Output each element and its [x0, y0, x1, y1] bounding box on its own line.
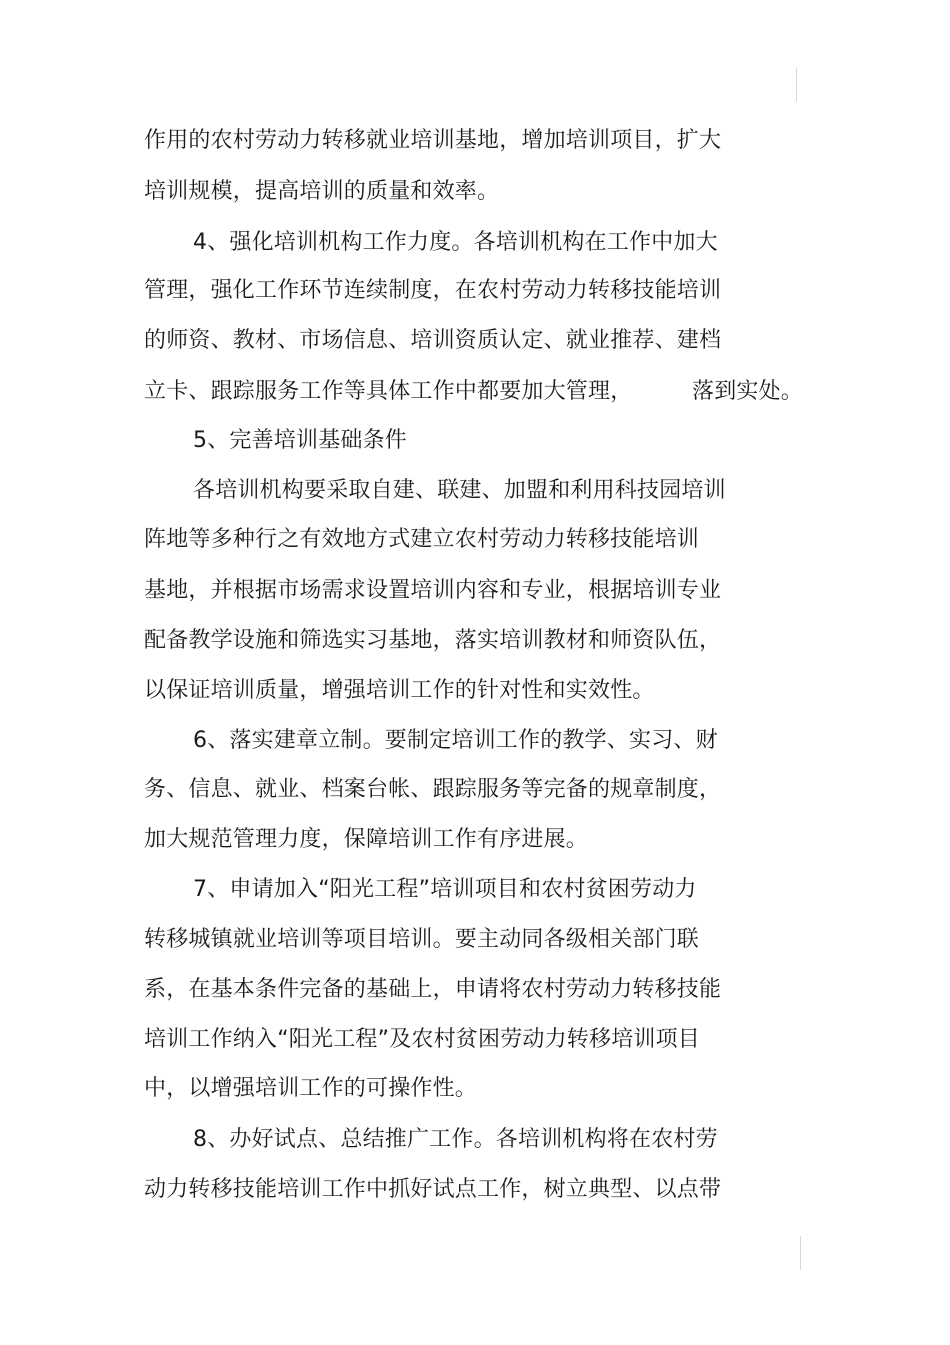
text-line: 作用的农村劳动力转移就业培训基地，增加培训项目，扩大 — [144, 128, 722, 153]
text-line: 阵地等多种行之有效地方式建立农村劳动力转移技能培训 — [144, 527, 700, 552]
page-edge-mark-top — [796, 68, 797, 102]
text-line: 管理，强化工作环节连续制度，在农村劳动力转移技能培训 — [144, 278, 722, 303]
text-line: 落到实处。 — [692, 379, 804, 404]
text-line: 动力转移技能培训工作中抓好试点工作，树立典型、以点带 — [144, 1177, 722, 1202]
text-line: 的师资、教材、市场信息、培训资质认定、就业推荐、建档 — [144, 328, 722, 353]
text-line: 中，以增强培训工作的可操作性。 — [144, 1076, 478, 1101]
text-line: 培训规模，提高培训的质量和效率。 — [144, 179, 500, 204]
text-line: 8、办好试点、总结推广工作。各培训机构将在农村劳 — [193, 1127, 718, 1152]
text-line: 7、申请加入“阳光工程”培训项目和农村贫困劳动力 — [193, 877, 697, 902]
text-line: 务、信息、就业、档案台帐、跟踪服务等完备的规章制度， — [144, 777, 722, 802]
text-line: 转移城镇就业培训等项目培训。要主动同各级相关部门联 — [144, 927, 700, 952]
text-line: 立卡、跟踪服务工作等具体工作中都要加大管理， — [144, 379, 633, 404]
text-line: 加大规范管理力度，保障培训工作有序进展。 — [144, 827, 589, 852]
text-line: 各培训机构要采取自建、联建、加盟和利用科技园培训 — [193, 478, 726, 503]
text-line: 系，在基本条件完备的基础上，申请将农村劳动力转移技能 — [144, 977, 722, 1002]
text-line: 以保证培训质量，增强培训工作的针对性和实效性。 — [144, 678, 655, 703]
page-edge-mark-bottom — [800, 1236, 801, 1270]
section-heading: 5、完善培训基础条件 — [193, 428, 407, 453]
text-line: 配备教学设施和筛选实习基地，落实培训教材和师资队伍， — [144, 628, 722, 653]
text-line: 基地，并根据市场需求设置培训内容和专业，根据培训专业 — [144, 578, 722, 603]
text-line: 培训工作纳入“阳光工程”及农村贫困劳动力转移培训项目 — [144, 1027, 700, 1052]
text-line: 4、强化培训机构工作力度。各培训机构在工作中加大 — [193, 230, 718, 255]
text-line: 6、落实建章立制。要制定培训工作的教学、实习、财 — [193, 728, 718, 753]
